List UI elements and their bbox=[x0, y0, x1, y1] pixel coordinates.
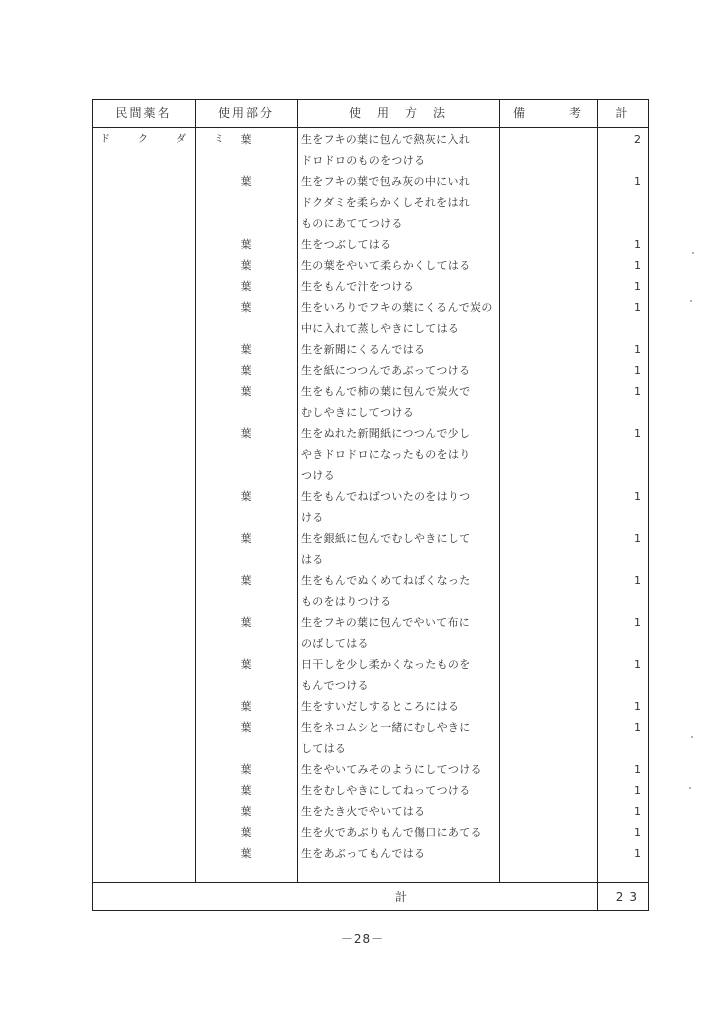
scan-speck bbox=[691, 736, 693, 738]
method-line: 日干しを少し柔かくなったものを bbox=[301, 658, 471, 671]
part-used-cell: 葉 bbox=[240, 259, 252, 272]
method-line: 生をフキの葉に包んで熱灰に入れ bbox=[301, 133, 471, 146]
scan-speck bbox=[689, 787, 691, 789]
method-line: 生をあぶってもんではる bbox=[301, 847, 426, 860]
part-used-cell: 葉 bbox=[240, 805, 252, 818]
part-used-cell: 葉 bbox=[240, 616, 252, 629]
total-label: 計 bbox=[394, 890, 407, 904]
method-line: 生をつぶしてはる bbox=[301, 238, 392, 251]
method-line: つける bbox=[301, 469, 335, 482]
method-line: 生をもんで汁をつける bbox=[301, 280, 414, 293]
count-cell: 1 bbox=[634, 385, 641, 398]
part-used-cell: 葉 bbox=[240, 301, 252, 314]
count-cell: 2 bbox=[634, 133, 641, 146]
part-used-cell: 葉 bbox=[240, 133, 252, 146]
part-used-cell: 葉 bbox=[240, 721, 252, 734]
method-line: ドクダミを柔らかくしそれをはれ bbox=[301, 196, 471, 209]
count-cell: 1 bbox=[634, 658, 641, 671]
count-cell: 1 bbox=[634, 763, 641, 776]
part-used-cell: 葉 bbox=[240, 847, 252, 860]
method-line: もんでつける bbox=[301, 679, 369, 692]
method-line: 生を新聞にくるんではる bbox=[301, 343, 426, 356]
method-line: 生をすいだしするところにはる bbox=[301, 700, 460, 713]
part-used-cell: 葉 bbox=[240, 175, 252, 188]
col-divider-method-note bbox=[499, 99, 500, 883]
part-used-cell: 葉 bbox=[240, 658, 252, 671]
count-cell: 1 bbox=[634, 532, 641, 545]
header-bottom-border bbox=[92, 127, 649, 128]
count-cell: 1 bbox=[634, 700, 641, 713]
method-line: ける bbox=[301, 511, 324, 524]
part-used-cell: 葉 bbox=[240, 427, 252, 440]
count-cell: 1 bbox=[634, 427, 641, 440]
part-used-cell: 葉 bbox=[240, 385, 252, 398]
count-cell: 1 bbox=[634, 238, 641, 251]
part-used-cell: 葉 bbox=[240, 238, 252, 251]
method-line: むしやきにしてつける bbox=[301, 406, 414, 419]
method-line: 生をぬれた新聞紙につつんで少し bbox=[301, 427, 471, 440]
count-cell: 1 bbox=[634, 616, 641, 629]
method-line: 生をフキの葉で包み灰の中にいれ bbox=[301, 175, 471, 188]
count-cell: 1 bbox=[634, 364, 641, 377]
method-line: ドロドロのものをつける bbox=[301, 154, 426, 167]
method-line: 生をもんでねばついたのをはりつ bbox=[301, 490, 471, 503]
method-line: はる bbox=[301, 553, 324, 566]
method-line: 生をむしやきにしてねってつける bbox=[301, 784, 471, 797]
left-border bbox=[92, 99, 93, 911]
method-line: のばしてはる bbox=[301, 637, 369, 650]
header-note: 備 考 bbox=[512, 106, 583, 120]
part-used-cell: 葉 bbox=[240, 364, 252, 377]
part-used-cell: 葉 bbox=[240, 490, 252, 503]
method-line: してはる bbox=[301, 742, 347, 755]
method-line: 生をいろりでフキの葉にくるんで炭の bbox=[301, 301, 493, 314]
page-number: －28－ bbox=[340, 932, 385, 946]
count-cell: 1 bbox=[634, 784, 641, 797]
count-cell: 1 bbox=[634, 175, 641, 188]
count-cell: 1 bbox=[634, 574, 641, 587]
count-cell: 1 bbox=[634, 490, 641, 503]
count-cell: 1 bbox=[634, 280, 641, 293]
total-value: 23 bbox=[615, 890, 643, 904]
count-cell: 1 bbox=[634, 721, 641, 734]
method-line: 生をやいてみそのようにしてつける bbox=[301, 763, 482, 776]
count-cell: 1 bbox=[634, 826, 641, 839]
count-cell: 1 bbox=[634, 847, 641, 860]
count-cell: 1 bbox=[634, 343, 641, 356]
part-used-cell: 葉 bbox=[240, 826, 252, 839]
method-line: 生をネコムシと一緒にむしやきに bbox=[301, 721, 471, 734]
method-line: 生をもんで柿の葉に包んで炭火で bbox=[301, 385, 471, 398]
header-method: 使 用 方 法 bbox=[348, 106, 447, 120]
header-count: 計 bbox=[615, 106, 630, 120]
method-line: 生の葉をやいて柔らかくしてはる bbox=[301, 259, 471, 272]
header-remedy-name: 民間薬名 bbox=[115, 106, 172, 120]
remedy-name: ド ク ダ ミ bbox=[100, 134, 233, 145]
count-cell: 1 bbox=[634, 259, 641, 272]
part-used-cell: 葉 bbox=[240, 343, 252, 356]
method-line: 生をたき火でやいてはる bbox=[301, 805, 426, 818]
method-line: やきドロドロになったものをはり bbox=[301, 448, 471, 461]
part-used-cell: 葉 bbox=[240, 574, 252, 587]
col-divider-part-method bbox=[297, 99, 298, 883]
part-used-cell: 葉 bbox=[240, 700, 252, 713]
footer-top-border bbox=[92, 882, 649, 883]
count-cell: 1 bbox=[634, 301, 641, 314]
part-used-cell: 葉 bbox=[240, 280, 252, 293]
part-used-cell: 葉 bbox=[240, 784, 252, 797]
part-used-cell: 葉 bbox=[240, 532, 252, 545]
method-line: 生をフキの葉に包んでやいて布に bbox=[301, 616, 471, 629]
header-part-used: 使用部分 bbox=[217, 106, 274, 120]
table-bottom-border bbox=[92, 910, 649, 911]
method-line: 中に入れて蒸しやきにしてはる bbox=[301, 322, 460, 335]
method-line: 生をもんでぬくめてねばくなった bbox=[301, 574, 471, 587]
method-line: 生を銀紙に包んでむしやきにして bbox=[301, 532, 471, 545]
scan-speck bbox=[692, 252, 694, 254]
method-line: ものにあててつける bbox=[301, 217, 403, 230]
method-line: 生を火であぶりもんで傷口にあてる bbox=[301, 826, 482, 839]
method-line: 生を紙につつんであぶってつける bbox=[301, 364, 471, 377]
right-border bbox=[648, 99, 649, 911]
remedy-table bbox=[92, 99, 649, 911]
scan-speck bbox=[690, 300, 692, 302]
count-cell: 1 bbox=[634, 805, 641, 818]
part-used-cell: 葉 bbox=[240, 763, 252, 776]
method-line: ものをはりつける bbox=[301, 595, 392, 608]
